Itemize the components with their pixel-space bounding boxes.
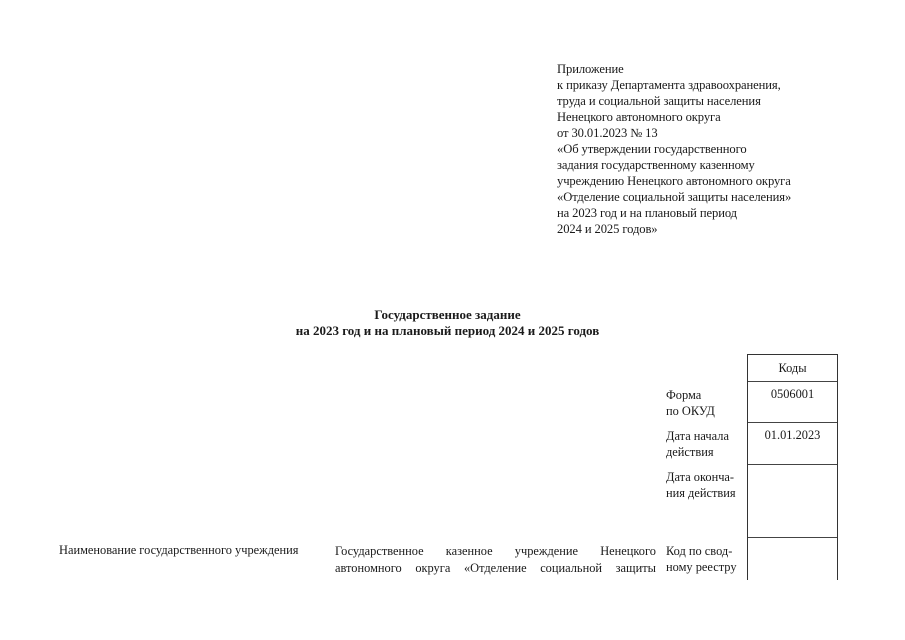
appendix-block [557,61,857,237]
appendix-line: на 2023 год и на плановый период [557,206,737,220]
appendix-line: Приложение [557,62,624,76]
end-label-line-1: Дата оконча- [666,470,735,484]
start-label-line-2: действия [666,445,714,459]
appendix-line: труда и социальной защиты населения [557,94,761,108]
title-line-1: Государственное задание [374,307,521,322]
institution-label: Наименование государственного учреждения [59,543,299,557]
document-title [200,307,695,339]
word: социальной [540,561,603,575]
codes-header: Коды [748,355,837,382]
registry-label-line-2: ному реестру [666,560,737,574]
end-date-label [666,469,746,501]
word: Ненецкого [600,544,656,558]
okud-label [666,387,746,419]
appendix-line: «Об утверждении государственного [557,142,747,156]
word: учреждение [514,544,579,558]
appendix-line: задания государственному казенному [557,158,755,172]
start-date-cell: 01.01.2023 [748,423,837,465]
word: Государственное [335,544,424,558]
registry-label [666,543,746,575]
word: автономного [335,561,402,575]
codes-table [747,354,838,580]
registry-label-line-1: Код по свод- [666,544,733,558]
appendix-line: Ненецкого автономного округа [557,110,721,124]
institution-name-line-1 [335,543,656,560]
end-label-line-2: ния действия [666,486,736,500]
word: казенное [445,544,493,558]
end-date-cell [748,465,837,538]
appendix-line: к приказу Департамента здравоохранения, [557,78,781,92]
okud-code-cell: 0506001 [748,382,837,423]
okud-label-line-2: по ОКУД [666,404,715,418]
word: «Отделение [463,561,527,575]
appendix-line: учреждению Ненецкого автономного округа [557,174,791,188]
word: защиты [615,561,656,575]
okud-label-line-1: Форма [666,388,702,402]
appendix-line: от 30.01.2023 № 13 [557,126,658,140]
appendix-line: «Отделение социальной защиты населения» [557,190,792,204]
institution-name [335,543,656,577]
word: округа [415,561,451,575]
institution-name-line-2 [335,560,656,577]
title-line-2: на 2023 год и на плановый период 2024 и 2025 годов [295,323,600,338]
registry-code-cell [748,538,837,580]
appendix-line: 2024 и 2025 годов» [557,222,658,236]
start-label-line-1: Дата начала [666,429,729,443]
start-date-label [666,428,746,460]
